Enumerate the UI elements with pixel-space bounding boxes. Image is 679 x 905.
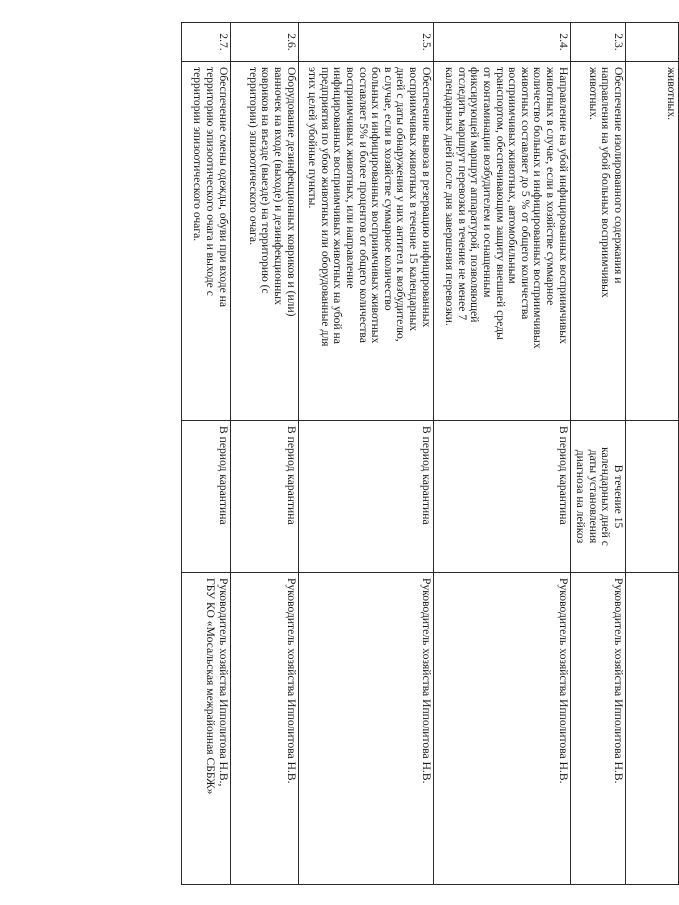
measure-description xyxy=(626,62,679,421)
measure-responsible xyxy=(230,573,298,885)
measure-term xyxy=(626,421,679,573)
item-number: 2.7. xyxy=(181,23,230,62)
table-row xyxy=(230,23,298,885)
measure-responsible-line: Руководитель хозяйства Ипполитова Н.В. xyxy=(556,578,570,784)
measure-description-line: количество больных и инфицированных восприимчивых xyxy=(531,67,545,349)
measure-description-line: животных. xyxy=(665,67,678,121)
measure-term xyxy=(570,421,625,573)
measure-description-line: направления на убой больных восприимчивых xyxy=(599,67,613,298)
measure-description xyxy=(298,62,433,421)
measure-term-line: В период карантина xyxy=(284,426,298,525)
measure-term xyxy=(433,421,570,573)
measures-table xyxy=(181,22,679,885)
item-number: 2.4. xyxy=(433,23,570,62)
measure-term-line: В течение 15 xyxy=(612,464,625,529)
table-row xyxy=(298,23,433,885)
measure-description-line: Обеспечение изолированного содержания и xyxy=(612,67,625,284)
measure-responsible xyxy=(298,573,433,885)
measure-responsible-line: Руководитель хозяйства Ипполитова Н.В. xyxy=(612,578,625,784)
measure-description xyxy=(181,62,230,421)
item-number: 2.5. xyxy=(298,23,433,62)
measure-responsible-line: Руководитель хозяйства Ипполитова Н.В., xyxy=(216,578,230,787)
measure-description-line: фиксирующей маршрут аппаратурой, позволяющей xyxy=(468,67,482,323)
measure-description-line: этих целей убойные пункты. xyxy=(306,67,320,209)
measure-term-line: В период карантина xyxy=(556,426,570,525)
item-number xyxy=(626,23,679,62)
item-number: 2.6. xyxy=(230,23,298,62)
table-row xyxy=(181,23,230,885)
measure-description-line: восприимчивых животных в течение 15 календарных xyxy=(407,67,421,332)
measure-description-line: отследить маршрут перевозки в течение не менее 7 xyxy=(455,67,469,321)
measure-description-line: Обеспечение вывоза в резервацию инфицированных xyxy=(419,67,433,328)
measure-term xyxy=(298,421,433,573)
measure-description-line: территории) эпизоотического очага. xyxy=(246,67,260,245)
item-number: 2.3. xyxy=(570,23,625,62)
measure-description-line: инфицированных восприимчивых животных на убой на xyxy=(331,67,345,344)
measure-description xyxy=(433,62,570,421)
measure-description-line: в случае, если в хозяйстве суммарное количество xyxy=(381,67,395,311)
measure-responsible-line: Руководитель хозяйства Ипполитова Н.В. xyxy=(284,578,298,784)
measure-description-line: дней с даты обнаружения у них антител к возбудителю, xyxy=(394,67,408,342)
measure-responsible-line: Руководитель хозяйства Ипполитова Н.В. xyxy=(419,578,433,784)
measure-description-line: животных. xyxy=(586,67,600,121)
measure-description-line: Направление на убой инфицированных восприимчивых xyxy=(556,67,570,344)
measure-description-line: ковриков на въезде (выезде) на территорию (с xyxy=(259,67,273,294)
measure-responsible xyxy=(626,573,679,885)
table-row xyxy=(570,23,625,885)
measures-table-body xyxy=(181,23,678,885)
measure-term-line: диагноза на лейкоз xyxy=(574,449,588,544)
measure-responsible-line: ГБУ КО «Мосальская межрайонная СББЖ» xyxy=(204,578,218,795)
measure-description-line: животных составляет до 5 % от общего количества xyxy=(518,67,532,320)
measure-term-line: В период карантина xyxy=(216,426,230,525)
measure-description-line: территорию эпизоотического очага и выходе с xyxy=(204,67,218,296)
measure-description-line: животных в случае, если в хозяйстве суммарное xyxy=(544,67,558,306)
measure-description-line: составляет 5% и более процентов от общего количества xyxy=(356,67,370,343)
measure-term xyxy=(181,421,230,573)
measure-description-line: от контаминации возбудителем и оснащенным xyxy=(481,67,495,298)
measure-description-line: территории эпизоотического очага. xyxy=(191,67,205,242)
measure-responsible xyxy=(181,573,230,885)
measure-term-line: В период карантина xyxy=(419,426,433,525)
measure-term-line: календарных дней с xyxy=(599,447,613,546)
table-row xyxy=(626,23,679,885)
measure-description-line: восприимчивых животных, автомобильным xyxy=(506,67,520,284)
measure-responsible xyxy=(570,573,625,885)
measure-term-line: даты установления xyxy=(586,449,600,544)
measure-description xyxy=(570,62,625,421)
measure-description-line: больных и инфицированных восприимчивых животных xyxy=(369,67,383,344)
table-row xyxy=(433,23,570,885)
measure-responsible xyxy=(433,573,570,885)
measure-description-line: восприимчивых животных, или направление xyxy=(344,67,358,289)
measure-description-line: Оборудование дезинфекционных ковриков и (или) xyxy=(284,67,298,317)
measure-description-line: ванночек на входе (выходе) и дезинфекционных xyxy=(272,67,286,305)
measure-description-line: Обеспечение смены одежды, обуви при входе на xyxy=(216,67,230,308)
measure-term xyxy=(230,421,298,573)
measure-description-line: календарных дней после дня завершения перевозки. xyxy=(443,67,457,326)
measure-description-line: предприятия по убою животных или оборудованные для xyxy=(318,67,332,347)
measure-description-line: транспортом, обеспечивающим защиту внешней среды xyxy=(493,67,507,340)
measure-description xyxy=(230,62,298,421)
